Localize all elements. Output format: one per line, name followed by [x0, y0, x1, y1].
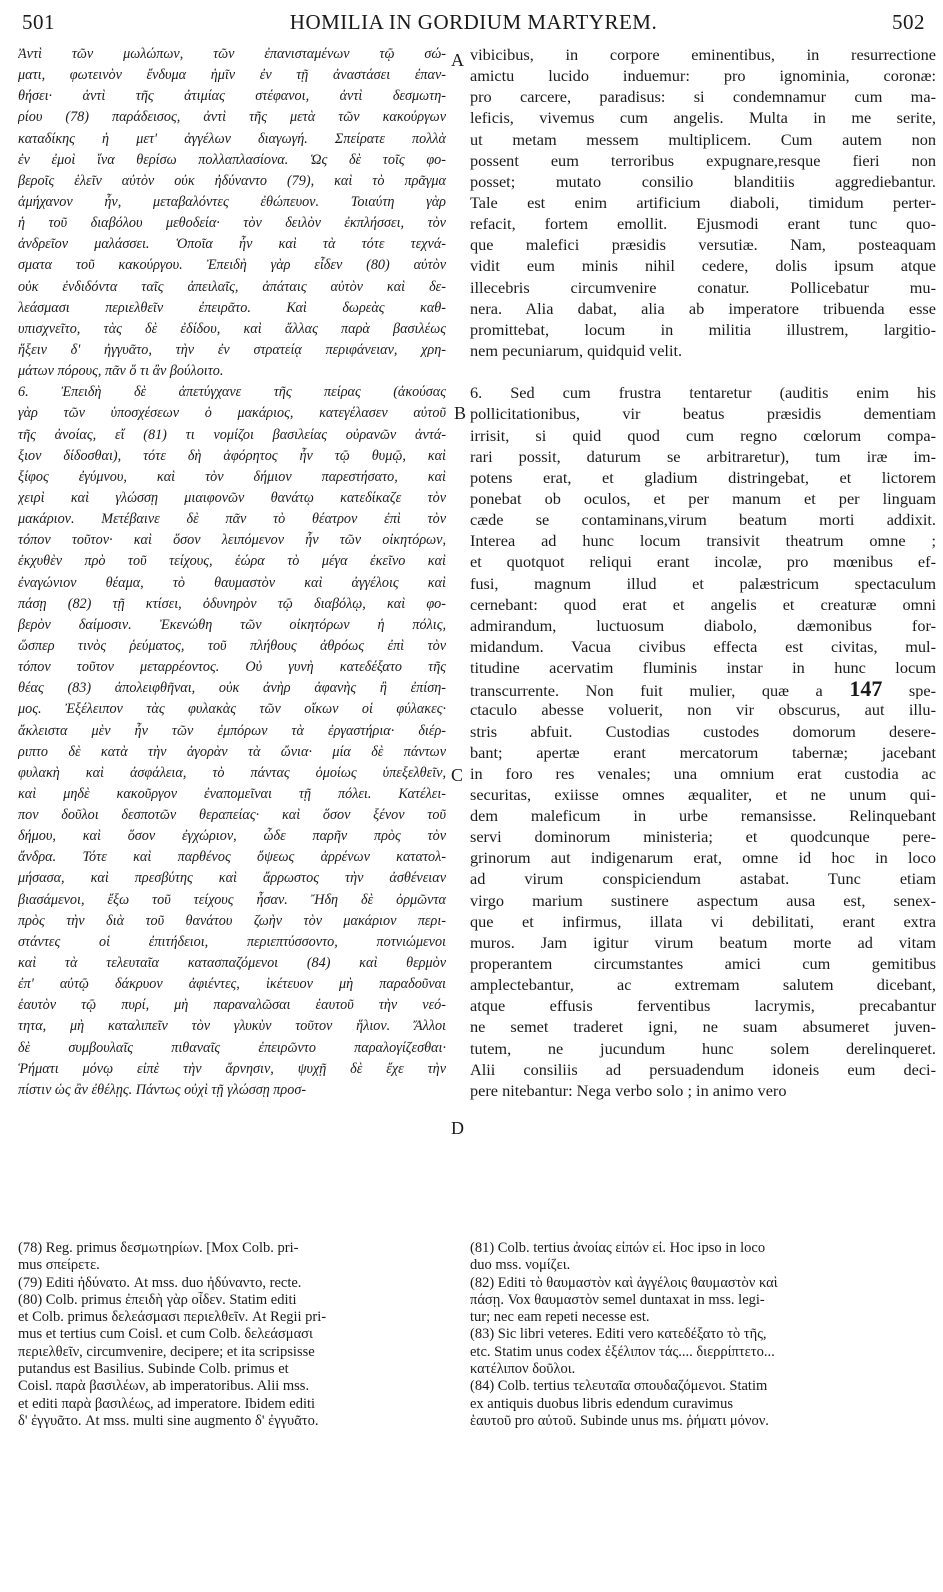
latin-text-line: transcurrente. Non fuit mulier, quæ a 147 spe- — [470, 678, 936, 700]
latin-text-line: dem maleficum in urbe remansisse. Relinquebant — [470, 806, 936, 826]
footnote-line: ex antiquis duobus libris edendum curavimus — [470, 1395, 733, 1412]
footnotes-right — [470, 1240, 936, 1430]
greek-text-line: ρίου (78) παράδεισος, ἀντὶ τῆς μετὰ τῶν κακούργων — [18, 109, 446, 126]
greek-text-line: τῆς ἀνοίας, εἴ (81) τι νομίζοι βασιλείας οὐρανῶν ἀντά- — [18, 426, 446, 443]
latin-text-line: admirandum, luctuosum diabolo, dæmonibus for- — [470, 615, 936, 635]
greek-text-line: γὰρ τῶν ὑποσχέσεων ὁ μακάριος, κατεγέλασεν αὐτοῦ — [18, 405, 446, 422]
latin-text-line: servi dominorum ministeria; et quodcunque pere- — [470, 827, 936, 847]
footnotes-left — [18, 1240, 450, 1430]
greek-text-line: πίστιν ὡς ἂν ἐθέλῃς. Πάντως οὐχὶ τῇ γλώσσῃ προσ- — [18, 1081, 307, 1098]
greek-text-line: ἐπ' αὐτῷ δάκρυον ἀφιέντες, ἱκέτευον μὴ παραδοῦναι — [18, 976, 446, 993]
page-number-right: 502 — [892, 10, 925, 34]
greek-text-line: καὶ τὰ τελευταῖα κατασπαζόμενοι (84) καὶ θερμὸν — [18, 955, 446, 972]
latin-text-line: irrisit, si quid quod cum regno cœlorum compa- — [470, 425, 936, 445]
greek-text-line: ἥξειν δ' ἠγγυᾶτο, τὴν ἐν στρατείᾳ περιφάνειαν, χρη- — [18, 341, 446, 358]
column-reference-number: 147 — [849, 678, 883, 700]
latin-text-line: fusi, magnum illud et palæstricum spectaculum — [470, 573, 936, 593]
latin-column — [470, 44, 936, 1101]
latin-text-line — [470, 361, 936, 382]
footnote-line: et editi παρὰ βασιλέως, ad imperatore. Ibidem editi — [18, 1395, 316, 1412]
latin-text-line: nem pecuniarum, quidquid velit. — [470, 340, 683, 360]
latin-text-line: virgo marium sustinere aspectum ausa est, senex- — [470, 890, 936, 910]
latin-text-line: midandum. Vacua civibus effecta est civitas, mul- — [470, 636, 936, 656]
footnote-line: (79) Editi ἠδύνατο. At mss. duo ἠδύναντο, recte. — [18, 1274, 302, 1291]
latin-text-line: bant; apertæ erant mercatorum tabernæ; jacebant — [470, 742, 936, 762]
footnote-line: duo mss. νομίζει. — [470, 1257, 571, 1274]
footnote-line: tur; nec eam repeti necesse est. — [470, 1309, 650, 1326]
footnote-line: (84) Colb. tertius τελευταῖα σπουδαζόμενοι. Statim — [470, 1378, 768, 1395]
greek-text-line: μήσασα, καὶ πρεσβύτης καὶ ἄρρωστος τὴν ἀσθένειαν — [18, 870, 446, 887]
latin-text-line: cæde se contaminans,virum beatum morti addixit. — [470, 510, 936, 530]
latin-text-line: amictu lucido induemur: pro ignominia, coronæ: — [470, 66, 936, 86]
latin-text-line: illecebris circumvenire conatur. Pollicebatur mu- — [470, 277, 936, 297]
footnote-line: mus σπείρετε. — [18, 1257, 100, 1274]
greek-text-line: βερὸν δαίμοσιν. Ἐκενώθη τῶν οἰκητόρων ἡ πόλις, — [18, 616, 446, 633]
latin-text-line: atque effusis ferventibus lacrymis, precabantur — [470, 996, 936, 1016]
footnote-line: ἑαυτοῦ pro αὐτοῦ. Subinde unus ms. ῥήματι μόνον. — [470, 1412, 769, 1429]
latin-text-line: vidit eum minis nihil cedere, dolis ipsum atque — [470, 256, 936, 276]
greek-text-line: βιασάμενοι, ἔξω τοῦ τείχους ἦσαν. Ἤδη δὲ ὁρμῶντα — [18, 891, 446, 908]
footnote-line: Coisl. παρὰ βασιλέων, ab imperatoribus. Alii mss. — [18, 1378, 310, 1395]
running-title: HOMILIA IN GORDIUM MARTYREM. — [289, 10, 658, 34]
greek-text-line: ριπτο δὲ κατὰ τὴν ἀγορὰν τὰ ὤνια· μία δὲ πάντων — [18, 743, 446, 760]
latin-text-line: ponebat ob oculos, et per manum et per linguam — [470, 488, 936, 508]
latin-text-line: ctaculo abesse voluerit, non vir obscurus, aut illu- — [470, 700, 936, 720]
latin-text-line: que malefici præsidis versutiæ. Nam, posteaquam — [470, 235, 936, 255]
greek-text-line: ἄνδρα. Τότε καὶ παρθένος ὄψεως ἀρρένων κατατολ- — [18, 849, 446, 866]
margin-marker-c: C — [451, 765, 464, 785]
greek-text-line: ξίφος ἐγύμνου, καὶ τὸν δήμιον παρεστήσατο, καὶ — [18, 468, 446, 485]
greek-text-line: δήμου, καὶ ὅσον ἐγχώριον, ὧδε παρῆν πρὸς τὸν — [18, 828, 446, 845]
greek-text-line: πον δοῦλοι δεσποτῶν θεραπείας· καὶ ὅσον ξένον τοῦ — [18, 807, 446, 824]
latin-text-line: ad virum conspiciendum astabat. Tunc etiam — [470, 869, 936, 889]
latin-text-line: titudine acervatim fluminis instar in hunc locum — [470, 658, 936, 678]
greek-text-line: χειρὶ καὶ γλώσσῃ μιαιφονῶν θανάτῳ κατεδίκαζε τὸν — [18, 489, 446, 506]
footnote-line: (78) Reg. primus δεσμωτηρίων. [Mox Colb. pri- — [18, 1240, 299, 1256]
greek-text-line: Ῥήματι μόνῳ εἰπὲ τὴν ἄρνησιν, ψυχῇ δὲ ἔχε τὴν — [18, 1060, 446, 1077]
greek-column — [18, 44, 446, 1101]
latin-text-line: promittebat, locum in militia illustrem, largitio- — [470, 319, 936, 339]
latin-text-line: tutem, ne jucundum hunc solem derelinqueret. — [470, 1038, 936, 1058]
greek-text-line: ἐναγώνιον θέαμα, τὸ θαυμαστὸν καὶ ἀγγέλοις καὶ — [18, 574, 446, 591]
greek-text-line: ματι, φωτεινὸν ἔνδυμα ἡμῖν ἐν τῇ ἀναστάσει ἐπαν- — [18, 67, 446, 84]
latin-text-line: grinorum aut indigenarum erat, omne id hoc in loco — [470, 848, 936, 868]
latin-text-line: Tale est enim artificium diaboli, timidum perter- — [470, 192, 936, 212]
greek-text-line: καταδίκης ἡ μετ' ἀγγέλων διαγωγή. Σπείρατε πολλὰ — [18, 130, 446, 147]
greek-text-line: ἄκλειστα μὲν ἦν τῶν ἐμπόρων τὰ ἐργαστήρια· διέρ- — [18, 722, 446, 739]
latin-text-line: rari possit, daturum se arbitraretur), tum iræ im- — [470, 446, 936, 466]
margin-marker-d: D — [451, 1118, 464, 1138]
greek-text-line: ἐκχυθὲν πρὸ τοῦ τείχους, ἑώρα τὸ μέγα ἐκεῖνο καὶ — [18, 553, 446, 570]
greek-text-line: τόπον τοῦτον μεταρρέοντος. Οὐ γυνὴ κατεδέξατο τῆς — [18, 659, 446, 676]
greek-text-line: καὶ μηδὲ κακοῦργον ἐναπομεῖναι τῇ πόλει. Κατέλει- — [18, 785, 446, 802]
greek-text-line: ἀνδρεῖον μαλάσσει. Ὁποῖα ἦν καὶ τὰ τότε τεχνά- — [18, 236, 446, 253]
latin-text-line: muros. Jam igitur virum beatum morte ad vitam — [470, 932, 936, 952]
greek-text-line: ξιον δίδοσθαι), τότε δὴ ἀφόρητος ἦν τῷ θυμῷ, καὶ — [18, 447, 446, 464]
latin-text-line: properantem circumstantes amici cum gemitibus — [470, 954, 936, 974]
latin-text-line: amplectebantur, ac extremam salutem dicebant, — [470, 975, 936, 995]
latin-text-line: possent eum terroribus expugnare,resque fieri non — [470, 150, 936, 170]
latin-text-line: et quotquot reliqui erant incolæ, pro mœnibus ef- — [470, 552, 936, 572]
footnote-line: etc. Statim unus codex ἐξέλιπον τάς.... διερρίπτετο... — [470, 1343, 775, 1360]
greek-text-line: φυλακὴ καὶ ἀσφάλεια, τὸ πάντας ὁμοίως ὑπεξελθεῖν, — [18, 764, 446, 781]
latin-text-line: refacit, fortem emollit. Ejusmodi erant tunc quo- — [470, 214, 936, 234]
greek-text-line: στάντες οἱ ἐπιτήδειοι, περιεπτύσσοντο, ποτνιώμενοι — [18, 933, 446, 950]
latin-text-line: stris abfuit. Custodias custodes domorum desere- — [470, 721, 936, 741]
footnote-line: et Colb. primus δελεάσμασι περιελθεῖν. At Regii pri- — [18, 1309, 327, 1326]
greek-text-line: θέας (83) ἀπολειφθῆναι, οὐκ ἀνὴρ ἀφανὴς ἢ ἐπίση- — [18, 680, 446, 697]
latin-text-line: pere nitebantur: Nega verbo solo ; in animo vero — [470, 1080, 787, 1100]
greek-text-line: 6. Ἐπειδὴ δὲ ἀπετύγχανε τῆς πείρας (ἀκούσας — [18, 384, 446, 401]
greek-text-line: ὥσπερ τινὸς ῥεύματος, τοῦ πλήθους ἀθρόως ἐπὶ τὸν — [18, 637, 446, 654]
greek-text-line: ἐν ἐμοὶ ἵνα θερίσω πολλαπλασίονα. Ὡς δὲ τοῖς φο- — [18, 151, 446, 168]
margin-marker-a: A — [451, 50, 464, 70]
greek-text-line: πάσῃ (82) τῇ κτίσει, ὀδυνηρὸν τῷ διαβόλῳ, καὶ φο- — [18, 595, 446, 612]
footnote-line: δ' ἐγγυᾶτο. At mss. multi sine augmento δ' ἐγγυᾶτο. — [18, 1412, 319, 1429]
latin-text-line: Interea ad hunc locum transivit theatrum omne ; — [470, 531, 936, 551]
latin-text-line: leficis, vivemus cum angelis. Multa in me serite, — [470, 108, 936, 128]
latin-text-line: Alii consiliis ad persuadendum idoneis eum deci- — [470, 1059, 936, 1079]
greek-text-line: δὲ συμβουλαῖς πιθαναῖς ἐπειρῶντο παραλογίζεσθαι· — [18, 1039, 446, 1056]
greek-text-line: θήσει· ἀντὶ τῆς ἀτιμίας στέφανοι, ἀντὶ δεσμωτη- — [18, 88, 446, 105]
page-header — [22, 10, 925, 38]
footnote-line: (80) Colb. primus ἐπειδὴ γὰρ οἶδεν. Statim editi — [18, 1291, 297, 1308]
page-number-left: 501 — [22, 10, 55, 34]
latin-text-line: pollicitationibus, vir beatus præsidis dementiam — [470, 404, 936, 424]
latin-text-line: securitas, exiisse omnes æqualiter, et ne unum qui- — [470, 784, 936, 804]
greek-text-line: οὐκ ἐνδιδόντα ταῖς ἀπειλαῖς, ἀπάταις αὐτὸν καὶ δε- — [18, 278, 446, 295]
greek-text-line: μακάριον. Μετέβαινε δὲ πᾶν τὸ θέατρον ἐπὶ τὸν — [18, 511, 446, 528]
greek-text-line: τητα, μὴ καταλιπεῖν τὸν γλυκὺν τοῦτον ἥλιον. Ἄλλοι — [18, 1018, 446, 1035]
footnote-line: περιελθεῖν, circumvenire, decipere; et ita scripsisse — [18, 1343, 315, 1360]
greek-text-line: υπισχνεῖτο, τὰς δὲ ἐδίδου, καὶ ἄλλας παρὰ βασιλέως — [18, 320, 446, 337]
footnote-line: putandus est Basilius. Subinde Colb. primus et — [18, 1361, 289, 1378]
footnote-line: mus et tertius cum Coisl. et cum Colb. δελεάσμασι — [18, 1326, 313, 1343]
latin-text-line: nera. Alia dabat, alia ab imperatore tribuenda esse — [470, 298, 936, 318]
margin-marker-b: B — [454, 403, 467, 423]
greek-text-line: βεροῖς ἑλεῖν αὐτὸν οὐκ ἠδύναντο (79), καὶ τὸ πρᾶγμα — [18, 172, 446, 189]
latin-text-line: ut metam messem multiplicem. Cum autem non — [470, 129, 936, 149]
footnote-line: (83) Sic libri veteres. Editi vero κατεδέξατο τὸ τῆς, — [470, 1326, 767, 1343]
latin-text-line: in foro res venales; una omnium erat custodia ac — [470, 763, 936, 783]
latin-text-line: vibicibus, in corpore eminentibus, in resurrectione — [470, 45, 936, 64]
greek-text-line: ἑαυτὸν τῷ πυρί, μὴ παραναλῶσαι ἑαυτοῦ τὴν νεό- — [18, 997, 446, 1014]
latin-text-line: que et infirmus, illata vi debilitati, erant extra — [470, 911, 936, 931]
greek-text-line: Ἀντὶ τῶν μωλώπων, τῶν ἐπανισταμένων τῷ σώ- — [18, 46, 446, 62]
greek-text-line: τόπον τοῦτον· καὶ ὅσον λειπόμενον ἦν τῶν οἰκητόρων, — [18, 532, 446, 549]
footnote-line: (82) Editi τὸ θαυμαστὸν καὶ ἀγγέλοις θαυμαστὸν καὶ — [470, 1274, 778, 1291]
latin-text-line: posset; mutato consilio blanditiis aggrediebantur. — [470, 171, 936, 191]
footnote-line: πάσῃ. Vox θαυμαστὸν semel duntaxat in mss. legi- — [470, 1291, 765, 1308]
greek-text-line: ἀμήχανον ἦν, μεταβαλόντες ἐθώπευον. Τοιαύτη γὰρ — [18, 193, 446, 210]
greek-text-line: ἡ τοῦ διαβόλου μεθοδεία· τὸν δειλὸν ἐκπλήσσει, τὸν — [18, 215, 446, 232]
latin-text-line: potens erat, et gladium distringebat, et lictorem — [470, 467, 936, 487]
greek-text-line: μος. Ἐξέλειπον τὰς φυλακὰς τῶν οἴκων οἱ φύλακες· — [18, 701, 446, 718]
greek-text-line: πρὸς τὴν διὰ τοῦ θανάτου ζωὴν τὸν μακάριον περι- — [18, 912, 446, 929]
latin-text-line: pro carcere, paradisus: si condemnamur cum ma- — [470, 87, 936, 107]
latin-text-line: 6. Sed cum frustra tentaretur (auditis enim his — [470, 383, 936, 403]
greek-text-line: μάτων πόρους, πᾶν ὅ τι ἂν βούλοιτο. — [18, 363, 224, 380]
footnote-line: (81) Colb. tertius ἀνοίας εἰπών εἰ. Hoc ipso in loco — [470, 1240, 766, 1256]
footnote-line: κατέλιπον δοῦλοι. — [470, 1361, 576, 1378]
greek-text-line: λεάσμασι περιελθεῖν ἐπειρᾶτο. Καὶ δωρεὰς καθ- — [18, 299, 446, 316]
latin-text-line: cernebant: quod erat et angelis et creaturæ omni — [470, 594, 936, 614]
greek-text-line: σματα τοῦ κακούργου. Ἐπειδὴ γὰρ εἶδεν (80) αὐτὸν — [18, 257, 446, 274]
latin-text-line: ne semet traderet igni, ne suam absumeret juven- — [470, 1017, 936, 1037]
